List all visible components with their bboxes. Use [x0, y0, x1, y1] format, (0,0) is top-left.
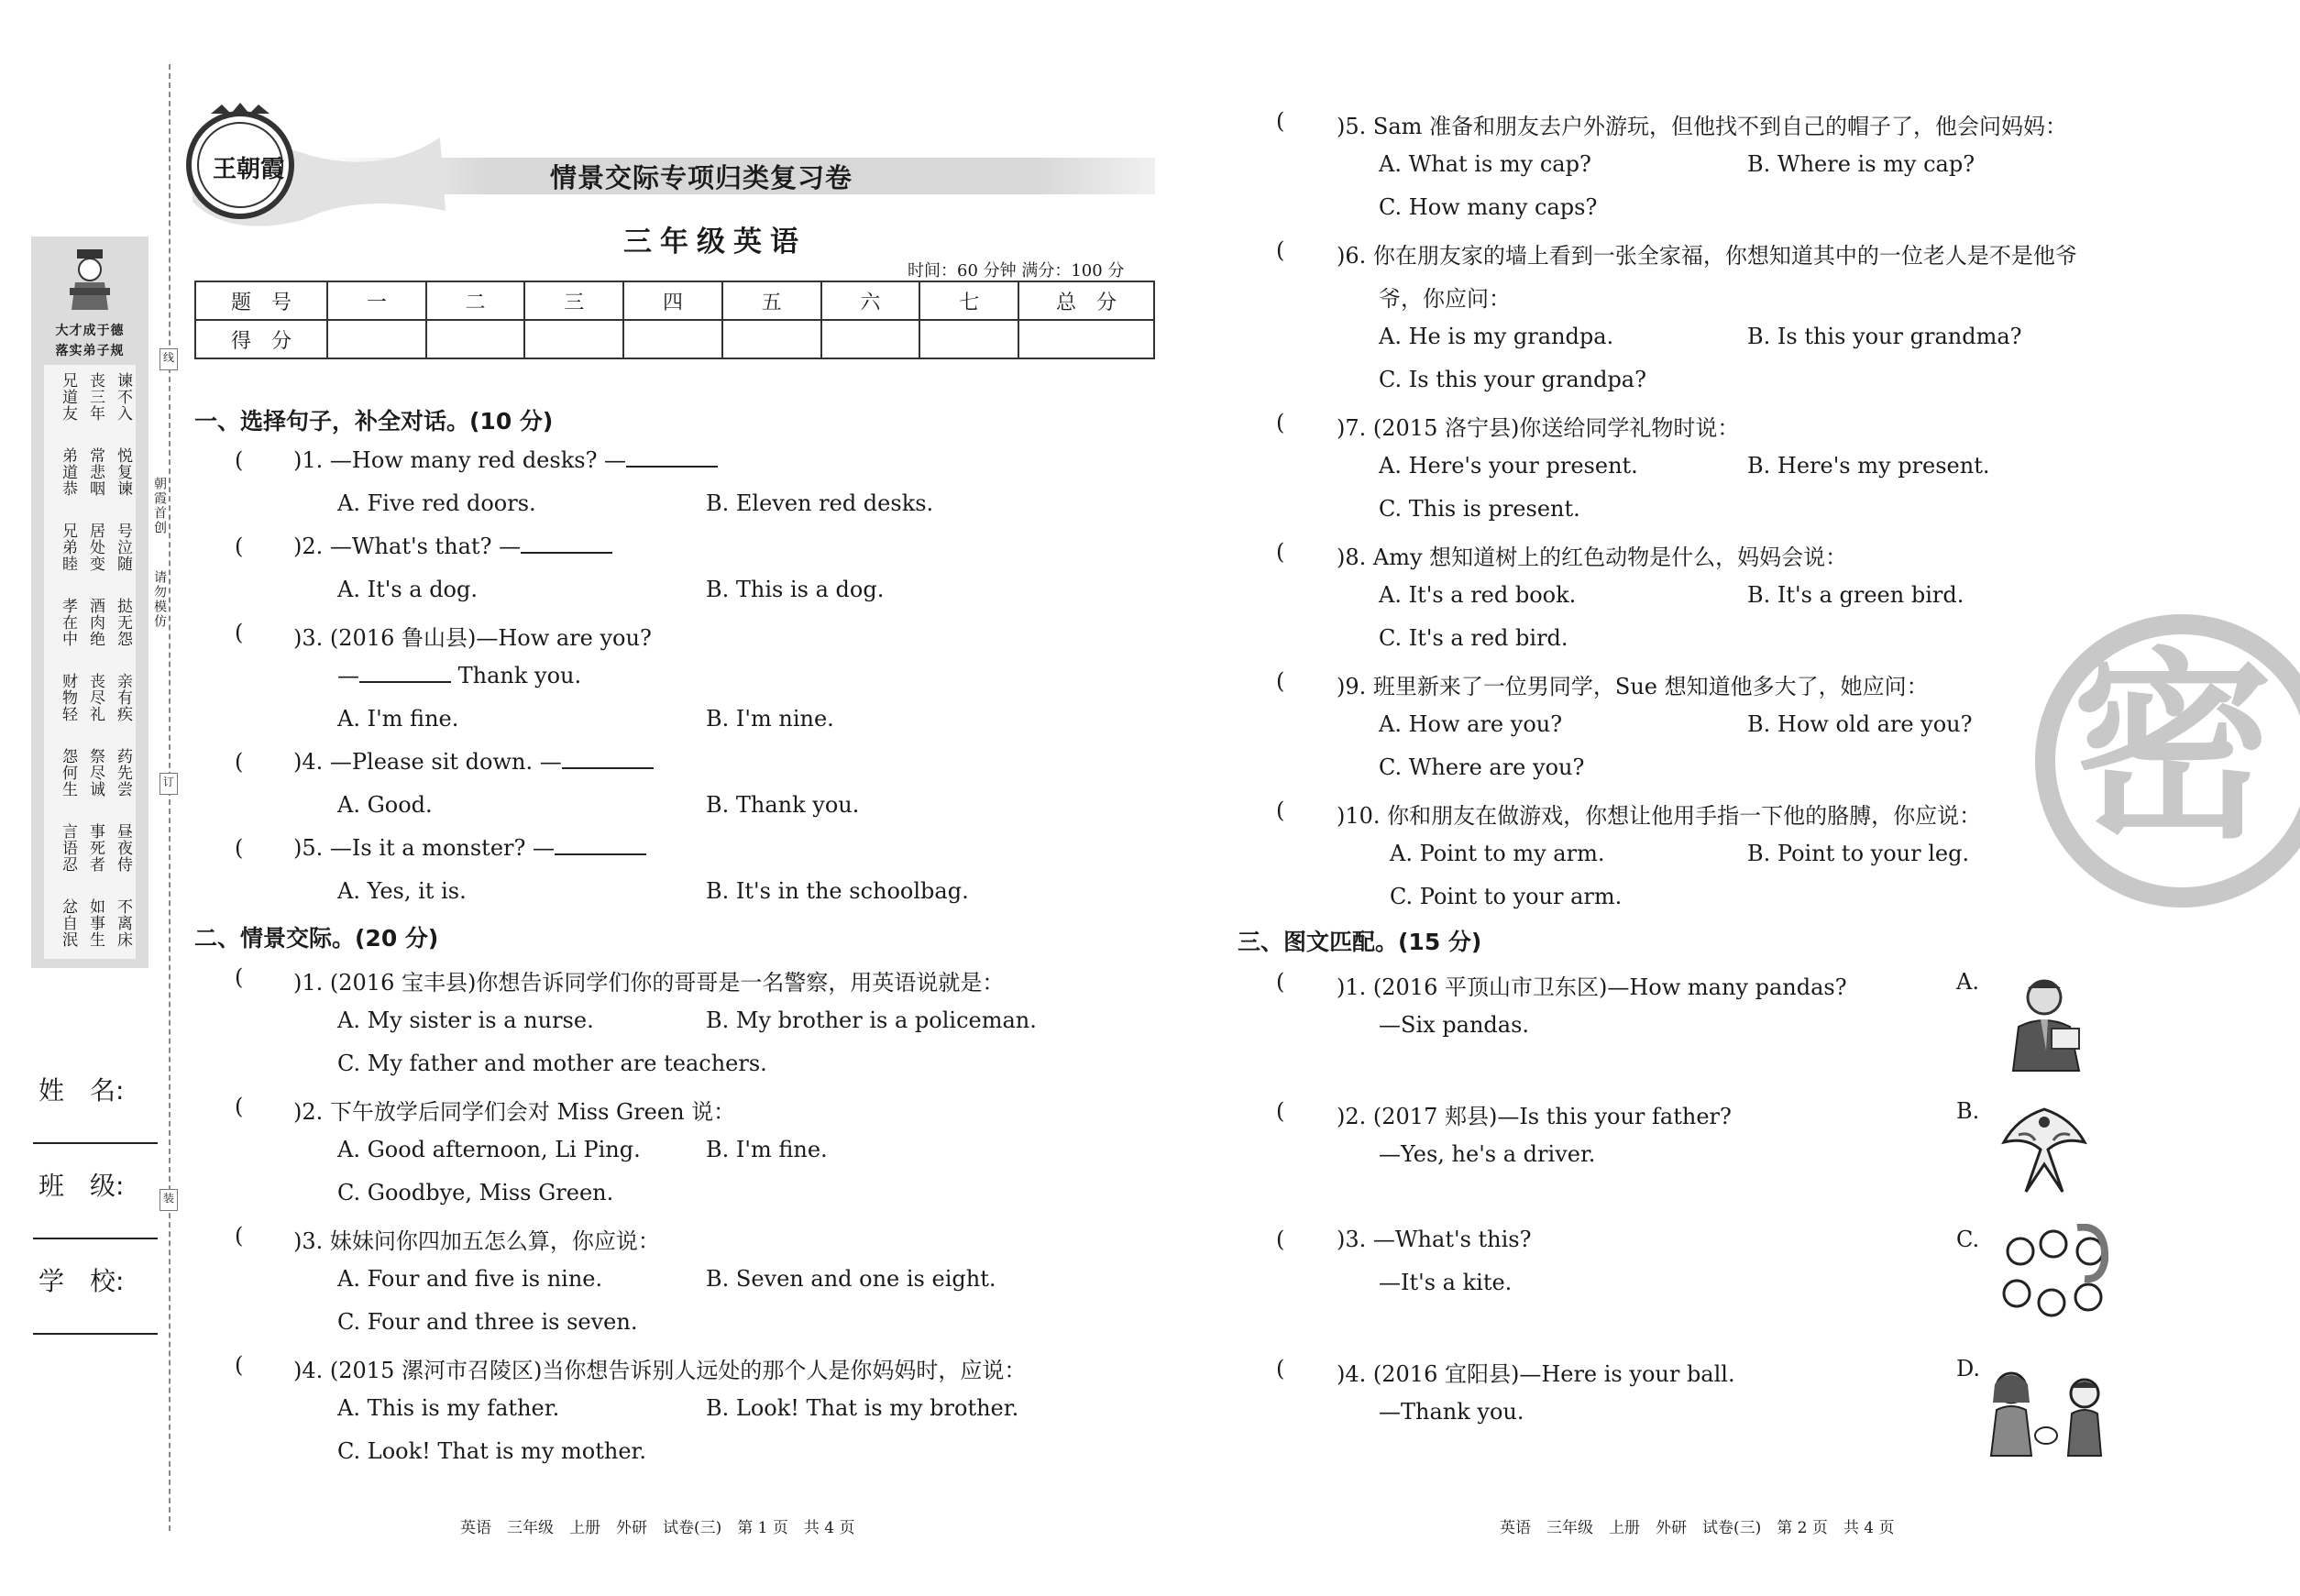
motto-1: 大才成于德	[55, 324, 125, 338]
score-cell[interactable]	[919, 320, 1018, 358]
answer-blank[interactable]	[562, 749, 654, 769]
answer-paren[interactable]: (	[235, 964, 244, 990]
picture-label-c: C.	[1956, 1227, 1980, 1252]
question-stem: )10. 你和朋友在做游戏，你想让他用手指一下他的胳膊，你应说：	[1337, 803, 1982, 829]
score-table	[194, 281, 1155, 359]
question-stem-line2: —Thank you.	[1379, 1399, 1524, 1425]
option-c: C. My father and mother are teachers.	[337, 1051, 767, 1076]
name-input-line[interactable]	[33, 1142, 158, 1144]
footer-right: 英语 三年级 上册 外研 试卷(三) 第 2 页 共 4 页	[1500, 1519, 1895, 1537]
option-a: A. Five red doors.	[337, 490, 536, 516]
option-c: C. This is present.	[1379, 496, 1580, 522]
option-a: A. Point to my arm.	[1390, 841, 1605, 866]
question-stem: )8. Amy 想知道树上的红色动物是什么，妈妈会说：	[1337, 545, 1848, 570]
score-cell[interactable]	[821, 320, 920, 358]
page-title: 情景交际专项归类复习卷	[550, 162, 853, 193]
verse-col: 如事生	[86, 898, 105, 948]
score-cell[interactable]	[524, 320, 623, 358]
answer-paren[interactable]: (	[1276, 108, 1285, 134]
answer-paren[interactable]: (	[1276, 1098, 1285, 1124]
option-c: C. It's a red bird.	[1379, 625, 1568, 651]
question-stem: )5. Sam 准备和朋友去户外游玩，但他找不到自己的帽子了，他会问妈妈：	[1337, 114, 2068, 139]
question-stem: )1. (2016 平顶山市卫东区)—How many pandas?	[1337, 974, 1847, 1000]
question-stem: )9. 班里新来了一位男同学，Sue 想知道他多大了，她应问：	[1337, 674, 1929, 699]
score-header-cell: 四	[623, 281, 722, 320]
option-b: B. It's a green bird.	[1747, 582, 1964, 608]
score-header-cell: 三	[524, 281, 623, 320]
option-b: B. This is a dog.	[706, 577, 885, 602]
answer-paren[interactable]: (	[1276, 539, 1285, 565]
question-stem: )3. —What's this?	[1337, 1227, 1532, 1252]
answer-paren[interactable]: (	[235, 835, 244, 861]
answer-paren[interactable]: (	[235, 1094, 244, 1119]
binding-tab-2: 订	[160, 773, 178, 795]
option-b: B. I'm fine.	[706, 1137, 828, 1162]
pandas-icon	[1998, 1224, 2118, 1325]
option-b: B. My brother is a policeman.	[706, 1007, 1037, 1033]
side-text-2: 请勿模仿	[152, 570, 167, 629]
question-stem-line2: 爷，你应问：	[1379, 286, 1511, 312]
question-stem-line2: —Six pandas.	[1379, 1012, 1530, 1038]
option-b: B. Look! That is my brother.	[706, 1395, 1019, 1421]
question-stem: )1. (2016 宝丰县)你想告诉同学们你的哥哥是一名警察，用英语说就是：	[293, 970, 1005, 996]
picture-label-a: A.	[1956, 969, 1979, 995]
option-c: C. Look! That is my mother.	[337, 1438, 647, 1464]
answer-paren[interactable]: (	[1276, 668, 1285, 694]
option-a: A. I'm fine.	[337, 706, 459, 732]
verse-col: 亲有疾	[114, 673, 132, 722]
score-cell[interactable]	[426, 320, 525, 358]
question-stem-line2: — Thank you.	[337, 663, 582, 688]
answer-paren[interactable]: (	[235, 749, 244, 775]
class-label: 班 级:	[39, 1171, 125, 1201]
option-a: A. How are you?	[1379, 711, 1563, 737]
logo-text: 王朝霞	[213, 156, 285, 183]
answer-paren[interactable]: (	[1276, 798, 1285, 823]
score-cell[interactable]	[1018, 320, 1154, 358]
question-stem: )3. (2016 鲁山县)—How are you?	[293, 625, 652, 651]
verse-col: 祭尽诚	[86, 748, 105, 798]
side-text-1: 朝霞首创	[152, 477, 167, 535]
option-a: A. It's a dog.	[337, 577, 478, 602]
answer-paren[interactable]: (	[1276, 410, 1285, 435]
answer-paren[interactable]: (	[235, 1223, 244, 1249]
option-c: C. Four and three is seven.	[337, 1309, 638, 1335]
score-header-cell: 六	[821, 281, 920, 320]
score-header-cell: 题 号	[195, 281, 327, 320]
question-stem: )5. —Is it a monster? —	[293, 835, 646, 861]
section-3-title: 三、图文匹配。(15 分)	[1238, 929, 1482, 955]
picture-label-b: B.	[1956, 1098, 1980, 1124]
option-a: A. My sister is a nurse.	[337, 1007, 594, 1033]
answer-blank[interactable]	[555, 835, 646, 855]
option-a: A. Here's your present.	[1379, 453, 1638, 479]
answer-paren[interactable]: (	[1276, 969, 1285, 995]
verse-col: 兄道友	[59, 372, 77, 422]
verse-col: 挞无怨	[114, 598, 132, 647]
option-c: C. How many caps?	[1379, 194, 1598, 220]
verse-col: 孝在中	[59, 598, 77, 647]
option-c: C. Point to your arm.	[1390, 884, 1623, 909]
time-info: 时间：60 分钟 满分：100 分	[908, 261, 1125, 281]
answer-paren[interactable]: (	[1276, 1356, 1285, 1381]
answer-paren[interactable]: (	[1276, 1227, 1285, 1252]
question-stem: )2. (2017 郏县)—Is this your father?	[1337, 1104, 1732, 1129]
question-stem: )4. (2015 漯河市召陵区)当你想告诉别人远处的那个人是你妈妈时，应说：	[293, 1358, 1027, 1383]
class-input-line[interactable]	[33, 1238, 158, 1239]
verse-col: 酒肉绝	[86, 598, 105, 647]
verse-panel	[44, 365, 136, 959]
option-a: A. He is my grandpa.	[1379, 324, 1614, 349]
option-a: A. This is my father.	[337, 1395, 560, 1421]
verse-col: 丧尽礼	[86, 673, 105, 722]
question-stem: )1. —How many red desks? —	[293, 447, 718, 473]
option-a: A. What is my cap?	[1379, 151, 1591, 177]
section-2-title: 二、情景交际。(20 分)	[194, 925, 439, 952]
verse-col: 忿自泯	[59, 898, 77, 948]
score-header-cell: 一	[327, 281, 426, 320]
confidential-stamp-char: 密	[2072, 628, 2274, 865]
binding-line	[169, 64, 171, 1531]
swallow-kite-icon	[1998, 1100, 2090, 1196]
answer-paren[interactable]: (	[235, 447, 244, 473]
option-b: B. Where is my cap?	[1747, 151, 1975, 177]
left-decoration-strip	[31, 237, 149, 968]
option-b: B. Eleven red desks.	[706, 490, 934, 516]
answer-paren[interactable]: (	[235, 620, 244, 645]
man-with-tie-icon	[2000, 972, 2092, 1073]
option-b: B. It's in the schoolbag.	[706, 878, 969, 904]
score-cell[interactable]	[623, 320, 722, 358]
option-a: A. Yes, it is.	[337, 878, 467, 904]
option-b: B. How old are you?	[1747, 711, 1973, 737]
option-b: B. Is this your grandma?	[1747, 324, 2022, 349]
verse-col: 悦复谏	[114, 447, 132, 497]
verse-col: 怨何生	[59, 748, 77, 798]
score-header-cell: 二	[426, 281, 525, 320]
option-a: A. It's a red book.	[1379, 582, 1577, 608]
answer-blank[interactable]	[521, 534, 612, 554]
verse-col: 谏不入	[114, 372, 132, 422]
option-c: C. Where are you?	[1379, 754, 1585, 780]
option-c: C. Goodbye, Miss Green.	[337, 1180, 614, 1205]
verse-col: 昼夜侍	[114, 823, 132, 873]
binding-tab-3: 装	[160, 1189, 178, 1211]
score-cell[interactable]	[327, 320, 426, 358]
scholar-icon	[62, 248, 117, 312]
option-b: B. Seven and one is eight.	[706, 1266, 996, 1292]
option-b: B. Thank you.	[706, 792, 860, 818]
verse-col: 丧三年	[86, 372, 105, 422]
subject-title: 三年级英语	[623, 226, 807, 259]
section-1-title: 一、选择句子，补全对话。(10 分)	[194, 408, 554, 435]
option-a: A. Good.	[337, 792, 433, 818]
verse-col: 事死者	[86, 823, 105, 873]
verse-col: 居处变	[86, 523, 105, 572]
question-stem: )4. (2016 宜阳县)—Here is your ball.	[1337, 1361, 1735, 1387]
option-a: A. Good afternoon, Li Ping.	[337, 1137, 641, 1162]
score-header-cell: 总 分	[1018, 281, 1154, 320]
score-header-cell: 七	[919, 281, 1018, 320]
school-input-line[interactable]	[33, 1333, 158, 1335]
option-a: A. Four and five is nine.	[337, 1266, 603, 1292]
question-stem-line2: —Yes, he's a driver.	[1379, 1141, 1596, 1167]
question-stem: )3. 妹妹问你四加五怎么算，你应说：	[293, 1228, 660, 1254]
question-stem: )4. —Please sit down. —	[293, 749, 654, 775]
verse-col: 弟道恭	[59, 447, 77, 497]
verse-col: 言语忍	[59, 823, 77, 873]
verse-col: 不离床	[114, 898, 132, 948]
answer-paren[interactable]: (	[235, 534, 244, 559]
school-label: 学 校:	[39, 1266, 125, 1296]
answer-paren[interactable]: (	[1276, 237, 1285, 263]
verse-col: 兄弟睦	[59, 523, 77, 572]
question-stem: )6. 你在朋友家的墙上看到一张全家福，你想知道其中的一位老人是不是他爷	[1337, 243, 2077, 269]
answer-blank[interactable]	[359, 663, 451, 683]
option-b: B. Here's my present.	[1747, 453, 1990, 479]
score-row-label: 得 分	[195, 320, 327, 358]
verse-col: 常悲咽	[86, 447, 105, 497]
footer-left: 英语 三年级 上册 外研 试卷(三) 第 1 页 共 4 页	[460, 1519, 855, 1537]
verse-col: 药先尝	[114, 748, 132, 798]
question-stem: )7. (2015 洛宁县)你送给同学礼物时说：	[1337, 415, 1740, 441]
score-cell[interactable]	[722, 320, 821, 358]
question-stem: )2. 下午放学后同学们会对 Miss Green 说：	[293, 1099, 736, 1125]
question-stem-line2: —It's a kite.	[1379, 1270, 1513, 1295]
verse-col: 财物轻	[59, 673, 77, 722]
verse-col: 号泣随	[114, 523, 132, 572]
name-label: 姓 名:	[39, 1075, 125, 1106]
motto-2: 落实弟子规	[55, 344, 125, 358]
binding-tab-1: 线	[160, 348, 178, 370]
option-c: C. Is this your grandpa?	[1379, 367, 1646, 392]
girl-boy-ball-icon	[1980, 1366, 2118, 1458]
score-header-cell: 五	[722, 281, 821, 320]
option-b: B. Point to your leg.	[1747, 841, 1970, 866]
question-stem: )2. —What's that? —	[293, 534, 612, 559]
answer-paren[interactable]: (	[235, 1352, 244, 1378]
option-b: B. I'm nine.	[706, 706, 834, 732]
picture-label-d: D.	[1956, 1356, 1981, 1381]
answer-blank[interactable]	[626, 447, 718, 468]
